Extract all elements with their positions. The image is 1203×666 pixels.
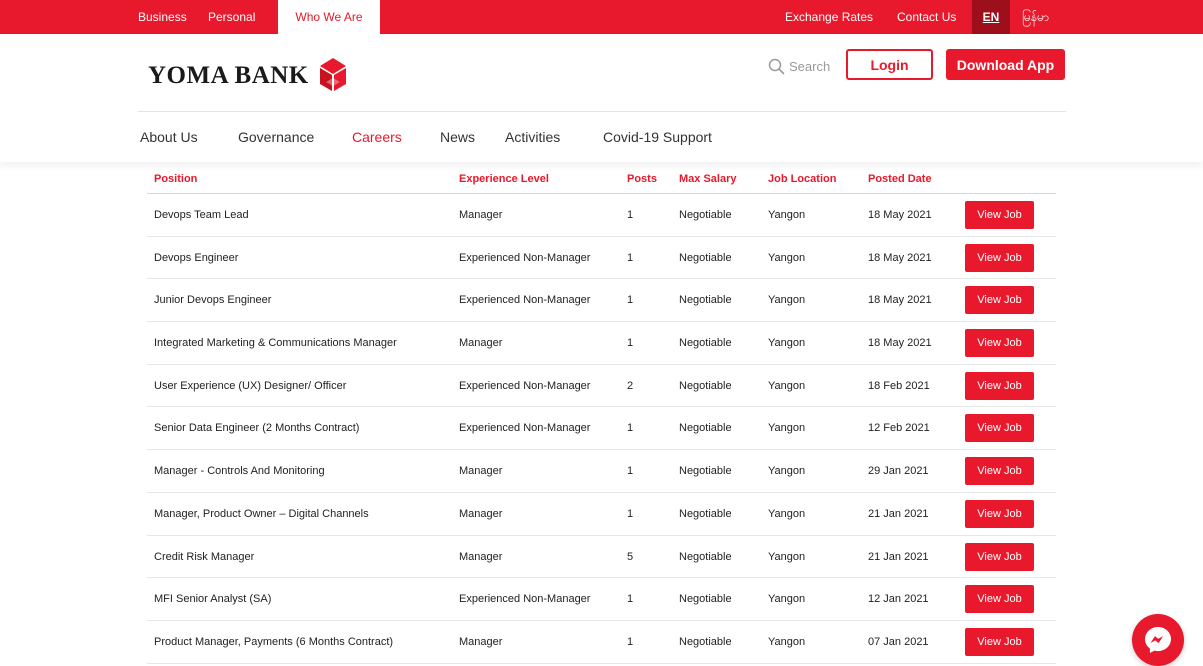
cell-experience: Experienced Non-Manager	[459, 379, 591, 392]
cell-position: Credit Risk Manager	[154, 550, 255, 563]
cell-posts: 1	[627, 635, 634, 648]
cell-date: 21 Jan 2021	[868, 507, 929, 520]
cell-experience: Experienced Non-Manager	[459, 422, 591, 435]
cell-posts: 2	[627, 379, 634, 392]
cell-position: Product Manager, Payments (6 Months Contract)	[154, 635, 394, 648]
cell-position: MFI Senior Analyst (SA)	[154, 593, 272, 606]
cell-date: 18 May 2021	[868, 251, 932, 264]
view-job-button[interactable]: View Job	[965, 286, 1034, 314]
cell-posts: 1	[627, 251, 634, 264]
cell-salary: Negotiable	[679, 635, 732, 648]
view-job-button[interactable]: View Job	[965, 414, 1034, 442]
cell-location: Yangon	[768, 294, 806, 307]
header-job-location: Job Location	[768, 173, 837, 185]
topbar-personal-link[interactable]: Personal	[208, 10, 256, 24]
table-row	[147, 493, 1056, 536]
topbar-contact-us-link[interactable]: Contact Us	[897, 10, 957, 24]
search-icon	[768, 58, 785, 75]
yoma-logo-icon	[315, 56, 351, 96]
cell-salary: Negotiable	[679, 422, 732, 435]
cell-location: Yangon	[768, 422, 806, 435]
language-mm-toggle[interactable]: မြန်မာ	[1022, 10, 1049, 24]
cell-location: Yangon	[768, 465, 806, 478]
cell-experience: Manager	[459, 465, 503, 478]
topbar-business-link[interactable]: Business	[138, 10, 187, 24]
view-job-button[interactable]: View Job	[965, 201, 1034, 229]
cell-salary: Negotiable	[679, 507, 732, 520]
cell-posts: 1	[627, 337, 634, 350]
cell-location: Yangon	[768, 337, 806, 350]
language-en-toggle[interactable]: EN	[972, 0, 1010, 34]
cell-date: 18 Feb 2021	[868, 379, 930, 392]
cell-experience: Experienced Non-Manager	[459, 593, 591, 606]
site-header	[0, 34, 1203, 162]
cell-location: Yangon	[768, 593, 806, 606]
messenger-chat-button[interactable]	[1132, 614, 1184, 666]
cell-location: Yangon	[768, 635, 806, 648]
table-row	[147, 578, 1056, 621]
header-position: Position	[154, 173, 198, 185]
cell-salary: Negotiable	[679, 209, 732, 221]
search-box[interactable]	[768, 56, 830, 76]
table-row	[147, 237, 1056, 280]
login-button[interactable]: Login	[846, 49, 933, 80]
nav-about-us[interactable]: About Us	[140, 129, 198, 145]
view-job-button[interactable]: View Job	[965, 628, 1034, 656]
cell-salary: Negotiable	[679, 337, 732, 350]
cell-date: 07 Jan 2021	[868, 635, 929, 648]
cell-date: 12 Feb 2021	[868, 422, 930, 435]
table-row	[147, 322, 1056, 365]
header-divider	[138, 111, 1066, 112]
cell-experience: Manager	[459, 337, 503, 350]
header-max-salary: Max Salary	[679, 173, 737, 185]
view-job-button[interactable]: View Job	[965, 543, 1034, 571]
cell-position: Senior Data Engineer (2 Months Contract)	[154, 422, 360, 435]
view-job-button[interactable]: View Job	[965, 329, 1034, 357]
nav-news[interactable]: News	[440, 129, 476, 145]
topbar-exchange-rates-link[interactable]: Exchange Rates	[785, 10, 874, 24]
cell-posts: 5	[627, 550, 634, 563]
nav-activities[interactable]: Activities	[505, 129, 561, 145]
download-app-button[interactable]: Download App	[946, 49, 1065, 80]
table-header-row	[147, 166, 1056, 194]
table-row	[147, 536, 1056, 579]
cell-date: 29 Jan 2021	[868, 465, 929, 478]
table-row	[147, 194, 1056, 237]
view-job-button[interactable]: View Job	[965, 500, 1034, 528]
cell-salary: Negotiable	[679, 550, 732, 563]
cell-date: 18 May 2021	[868, 209, 932, 221]
cell-salary: Negotiable	[679, 251, 732, 264]
cell-position: Junior Devops Engineer	[154, 294, 272, 307]
cell-location: Yangon	[768, 507, 806, 520]
cell-position: Devops Team Lead	[154, 209, 249, 221]
view-job-button[interactable]: View Job	[965, 585, 1034, 613]
view-job-button[interactable]: View Job	[965, 372, 1034, 400]
cell-date: 18 May 2021	[868, 294, 932, 307]
cell-location: Yangon	[768, 251, 806, 264]
cell-posts: 1	[627, 422, 634, 435]
header-experience-level: Experience Level	[459, 173, 549, 185]
cell-location: Yangon	[768, 379, 806, 392]
careers-table	[147, 166, 1056, 664]
nav-governance[interactable]: Governance	[238, 129, 315, 145]
cell-posts: 1	[627, 593, 634, 606]
cell-experience: Manager	[459, 507, 503, 520]
cell-experience: Manager	[459, 209, 503, 221]
view-job-button[interactable]: View Job	[965, 457, 1034, 485]
cell-posts: 1	[627, 507, 634, 520]
cell-posts: 1	[627, 465, 634, 478]
cell-position: Devops Engineer	[154, 251, 239, 264]
cell-experience: Manager	[459, 635, 503, 648]
cell-posts: 1	[627, 294, 634, 307]
table-row	[147, 450, 1056, 493]
cell-salary: Negotiable	[679, 294, 732, 307]
cell-date: 12 Jan 2021	[868, 593, 929, 606]
header-posts: Posts	[627, 173, 657, 185]
cell-position: Manager - Controls And Monitoring	[154, 465, 325, 478]
header-posted-date: Posted Date	[868, 173, 932, 185]
cell-experience: Manager	[459, 550, 503, 563]
top-utility-bar	[0, 0, 1203, 34]
table-row	[147, 407, 1056, 450]
cell-salary: Negotiable	[679, 593, 732, 606]
cell-position: Manager, Product Owner – Digital Channels	[154, 507, 369, 520]
cell-salary: Negotiable	[679, 465, 732, 478]
cell-date: 18 May 2021	[868, 337, 932, 350]
topbar-who-we-are-link[interactable]: Who We Are	[278, 0, 380, 34]
table-row	[147, 365, 1056, 408]
cell-location: Yangon	[768, 209, 806, 221]
cell-position: Integrated Marketing & Communications Manager	[154, 337, 397, 350]
cell-posts: 1	[627, 209, 634, 221]
messenger-icon	[1142, 624, 1174, 656]
logo-text: YOMA BANK	[148, 62, 309, 89]
cell-location: Yangon	[768, 550, 806, 563]
yoma-bank-logo[interactable]	[148, 56, 351, 96]
cell-position: User Experience (UX) Designer/ Officer	[154, 379, 347, 392]
cell-salary: Negotiable	[679, 379, 732, 392]
nav-careers[interactable]: Careers	[352, 129, 402, 145]
nav-covid-support[interactable]: Covid-19 Support	[603, 129, 712, 145]
view-job-button[interactable]: View Job	[965, 244, 1034, 272]
cell-experience: Experienced Non-Manager	[459, 251, 591, 264]
cell-date: 21 Jan 2021	[868, 550, 929, 563]
table-row	[147, 621, 1056, 664]
cell-experience: Experienced Non-Manager	[459, 294, 591, 307]
table-row	[147, 279, 1056, 322]
search-placeholder: Search	[789, 58, 831, 74]
